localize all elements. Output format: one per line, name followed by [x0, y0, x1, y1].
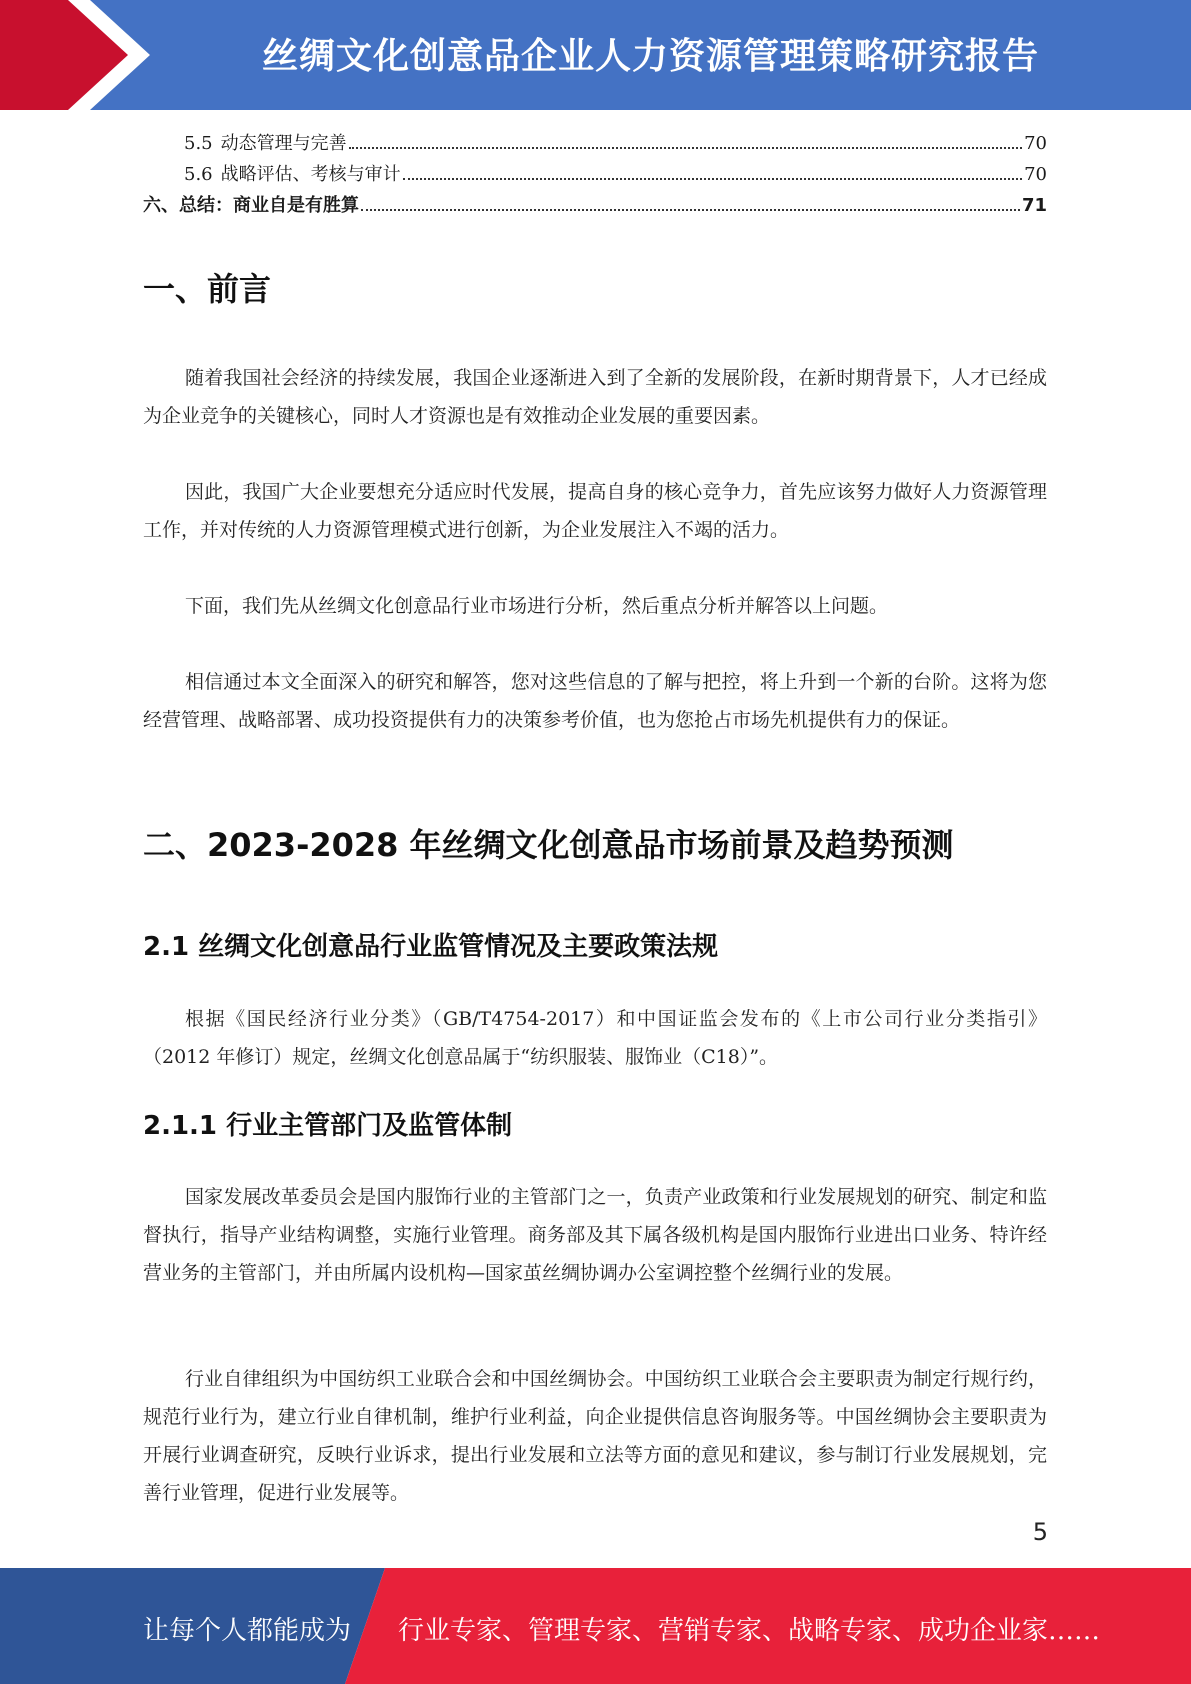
- toc-leader: [361, 209, 1020, 211]
- toc-item-label: 战略评估、考核与审计: [220, 164, 401, 185]
- section-heading-preface: 一、前言: [143, 270, 272, 308]
- header-banner: [0, 0, 1191, 110]
- page-number: 5: [1032, 1518, 1048, 1546]
- subsection-heading-regulation: 2.1 丝绸文化创意品行业监管情况及主要政策法规: [143, 932, 719, 962]
- paragraph: 因此，我国广大企业要想充分适应时代发展，提高自身的核心竞争力，首先应该努力做好人力资源管理工作，并对传统的人力资源管理模式进行创新，为企业发展注入不竭的活力。: [143, 481, 1047, 541]
- toc-item-number: 5.5: [184, 133, 213, 154]
- report-title: 丝绸文化创意品企业人力资源管理策略研究报告: [261, 36, 1039, 77]
- toc-leader: [403, 178, 1022, 180]
- toc-item-page: 71: [1021, 195, 1047, 216]
- footer-banner: [0, 1568, 1191, 1684]
- paragraph: 随着我国社会经济的持续发展，我国企业逐渐进入到了全新的发展阶段，在新时期背景下，人才已经成为企业竞争的关键核心，同时人才资源也是有效推动企业发展的重要因素。: [143, 367, 1047, 427]
- paragraph: 相信通过本文全面深入的研究和解答，您对这些信息的了解与把控，将上升到一个新的台阶。这将为您经营管理、战略部署、成功投资提供有力的决策参考价值，也为您抢占市场先机提供有力的保证。: [143, 671, 1047, 731]
- toc-item[interactable]: [143, 128, 1047, 159]
- toc-item[interactable]: [143, 159, 1047, 190]
- paragraph: 国家发展改革委员会是国内服饰行业的主管部门之一，负责产业政策和行业发展规划的研究、制定和监督执行，指导产业结构调整，实施行业管理。商务部及其下属各级机构是国内服饰行业进出口业务、特许经营业务的主管部门，并由所属内设机构—国家茧丝绸协调办公室调控整个丝绸行业的发展。: [143, 1186, 1047, 1284]
- footer-slogan-left: 让每个人都能成为: [143, 1616, 352, 1646]
- paragraph: 行业自律组织为中国纺织工业联合会和中国丝绸协会。中国纺织工业联合会主要职责为制定行规行约，规范行业行为，建立行业自律机制，维护行业利益，向企业提供信息咨询服务等。中国丝绸协会主要职责为开展行业调查研究，反映行业诉求，提出行业发展和立法等方面的意见和建议，参与制订行业发展规划，完善行业管理，促进行业发展等。: [143, 1368, 1047, 1504]
- toc-item-label: 动态管理与完善: [220, 133, 347, 154]
- section-heading-market-outlook: 二、2023-2028 年丝绸文化创意品市场前景及趋势预测: [143, 826, 954, 864]
- toc-leader: [349, 147, 1022, 149]
- subsection-heading-authority: 2.1.1 行业主管部门及监管体制: [143, 1111, 513, 1141]
- toc-item-page: 70: [1024, 133, 1047, 154]
- toc-item-label: 六、总结：商业自是有胜算: [143, 195, 359, 216]
- paragraph: 下面，我们先从丝绸文化创意品行业市场进行分析，然后重点分析并解答以上问题。: [185, 595, 889, 617]
- footer-slogan-right: 行业专家、管理专家、营销专家、战略专家、成功企业家……: [398, 1616, 1101, 1646]
- toc-item-number: 5.6: [184, 164, 213, 185]
- table-of-contents: [143, 128, 1047, 221]
- toc-item-page: 70: [1024, 164, 1047, 185]
- paragraph: 根据《国民经济行业分类》（GB/T4754-2017）和中国证监会发布的《上市公司行业分类指引》（2012 年修订）规定，丝绸文化创意品属于“纺织服装、服饰业（C18）”。: [143, 1008, 1047, 1068]
- toc-item[interactable]: [143, 190, 1047, 221]
